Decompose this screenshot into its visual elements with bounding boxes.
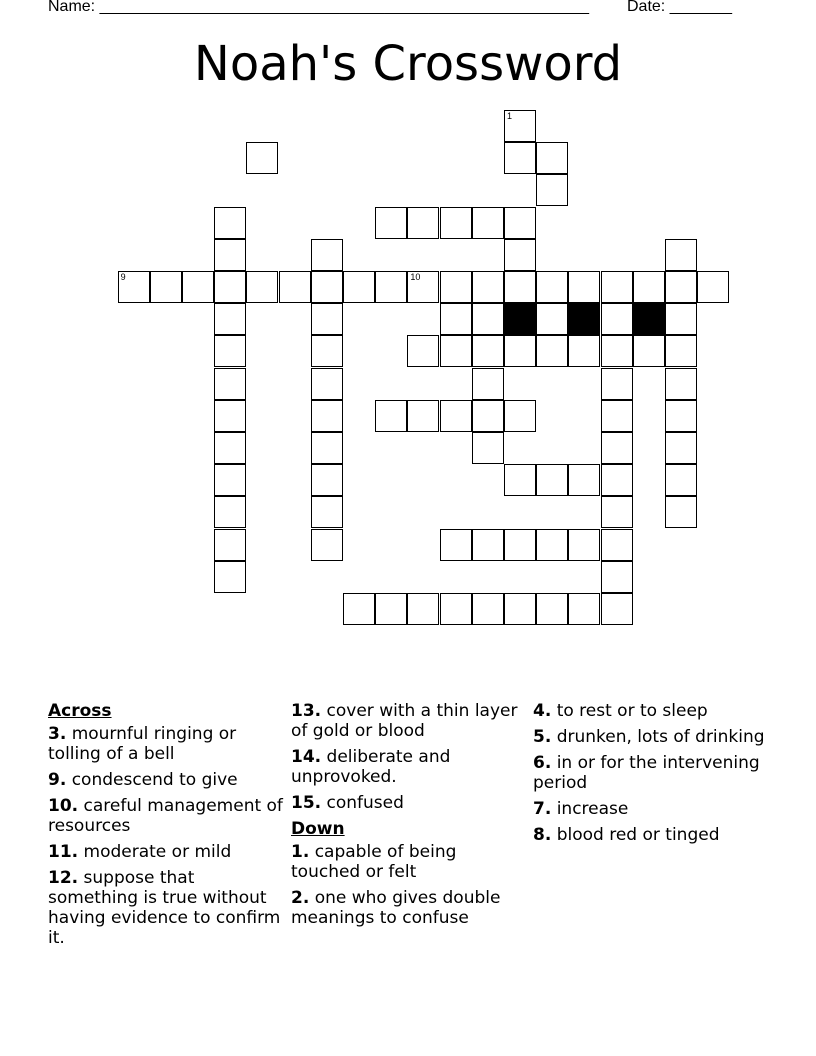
grid-cell[interactable] — [665, 496, 697, 528]
grid-cell[interactable] — [601, 496, 633, 528]
grid-cell[interactable] — [214, 561, 246, 593]
across-clue — [291, 793, 527, 813]
clue-number-label: 8. — [533, 825, 552, 845]
grid-cell[interactable] — [214, 464, 246, 496]
grid-cell[interactable] — [214, 368, 246, 400]
clue-number-label: 5. — [533, 727, 552, 747]
grid-cell[interactable] — [343, 593, 375, 625]
grid-cell[interactable] — [665, 368, 697, 400]
clue-text: blood red or tinged — [551, 825, 720, 845]
down-clue — [533, 825, 769, 845]
clue-text: capable of being touched or felt — [291, 842, 457, 882]
clue-text: confused — [321, 793, 404, 813]
clue-number-label: 1. — [291, 842, 310, 862]
across-clue-list-continued — [291, 701, 527, 813]
grid-cell[interactable] — [665, 271, 697, 303]
grid-cell[interactable] — [311, 368, 343, 400]
grid-cell[interactable] — [472, 593, 504, 625]
clue-number: 10 — [410, 272, 421, 282]
grid-cell[interactable] — [118, 271, 150, 303]
grid-cell[interactable] — [665, 464, 697, 496]
grid-cell[interactable] — [440, 335, 472, 367]
grid-cell[interactable] — [407, 593, 439, 625]
grid-cell[interactable] — [536, 464, 568, 496]
grid-cell[interactable] — [601, 561, 633, 593]
grid-cell[interactable] — [279, 271, 311, 303]
grid-cell[interactable] — [472, 368, 504, 400]
black-cell — [504, 303, 536, 335]
grid-cell[interactable] — [311, 271, 343, 303]
grid-cell[interactable] — [375, 271, 407, 303]
across-heading: Across — [48, 701, 112, 721]
grid-cell[interactable] — [504, 593, 536, 625]
grid-cell[interactable] — [504, 400, 536, 432]
down-clue — [533, 753, 769, 793]
grid-cell[interactable] — [665, 400, 697, 432]
grid-cell[interactable] — [504, 239, 536, 271]
grid-cell[interactable] — [601, 529, 633, 561]
page-title: Noah's Crossword — [193, 36, 623, 92]
grid-cell[interactable] — [601, 432, 633, 464]
grid-cell[interactable] — [601, 464, 633, 496]
grid-cell[interactable] — [601, 593, 633, 625]
grid-cell[interactable] — [343, 271, 375, 303]
clue-number: 9 — [120, 272, 126, 282]
grid-cell[interactable] — [246, 271, 278, 303]
down-clue-list-continued — [533, 701, 769, 845]
grid-cell[interactable] — [536, 271, 568, 303]
across-clue — [291, 701, 527, 741]
grid-cell[interactable] — [601, 400, 633, 432]
clue-number-label: 2. — [291, 888, 310, 908]
grid-cell[interactable] — [375, 400, 407, 432]
grid-cell[interactable] — [407, 207, 439, 239]
grid-cell[interactable] — [536, 303, 568, 335]
down-clue — [533, 701, 769, 721]
grid-cell[interactable] — [214, 529, 246, 561]
clue-number-label: 14. — [291, 747, 322, 767]
clue-text: deliberate and unprovoked. — [291, 747, 451, 787]
grid-cell[interactable] — [407, 335, 439, 367]
clue-text: increase — [551, 799, 629, 819]
grid-cell[interactable] — [311, 303, 343, 335]
grid-cell[interactable] — [504, 335, 536, 367]
across-clue-list — [48, 724, 284, 948]
grid-cell[interactable] — [568, 529, 600, 561]
grid-cell[interactable] — [182, 271, 214, 303]
grid-cell[interactable] — [375, 207, 407, 239]
grid-cell[interactable] — [311, 400, 343, 432]
across-clue — [48, 796, 284, 836]
grid-cell[interactable] — [665, 432, 697, 464]
clue-text: one who gives double meanings to confuse — [291, 888, 501, 928]
grid-cell[interactable] — [440, 271, 472, 303]
grid-cell[interactable] — [665, 303, 697, 335]
grid-cell[interactable] — [214, 335, 246, 367]
name-field-label[interactable]: Name: _______________________________________________________ — [48, 0, 589, 15]
grid-cell[interactable] — [633, 271, 665, 303]
grid-cell[interactable] — [214, 239, 246, 271]
grid-cell[interactable] — [472, 207, 504, 239]
grid-cell[interactable] — [504, 110, 536, 142]
grid-cell[interactable] — [665, 239, 697, 271]
grid-cell[interactable] — [568, 335, 600, 367]
grid-cell[interactable] — [407, 271, 439, 303]
clue-number-label: 11. — [48, 842, 79, 862]
grid-cell[interactable] — [633, 335, 665, 367]
clue-number-label: 13. — [291, 701, 322, 721]
grid-cell[interactable] — [246, 142, 278, 174]
clue-text: cover with a thin layer of gold or blood — [291, 701, 518, 741]
grid-cell[interactable] — [601, 368, 633, 400]
grid-cell[interactable] — [440, 303, 472, 335]
down-clue — [533, 799, 769, 819]
grid-cell[interactable] — [311, 432, 343, 464]
grid-cell[interactable] — [214, 303, 246, 335]
grid-cell[interactable] — [311, 239, 343, 271]
clue-text: suppose that something is true without having evidence to confirm it. — [48, 868, 281, 948]
black-cell — [568, 303, 600, 335]
grid-cell[interactable] — [150, 271, 182, 303]
clue-number-label: 15. — [291, 793, 322, 813]
grid-cell[interactable] — [214, 400, 246, 432]
grid-cell[interactable] — [504, 142, 536, 174]
grid-cell[interactable] — [311, 335, 343, 367]
down-clue-list — [291, 842, 527, 928]
clue-column-3 — [533, 701, 769, 851]
clue-text: condescend to give — [66, 770, 238, 790]
grid-cell[interactable] — [504, 464, 536, 496]
clue-number-label: 6. — [533, 753, 552, 773]
grid-cell[interactable] — [568, 271, 600, 303]
grid-cell[interactable] — [472, 303, 504, 335]
grid-cell[interactable] — [665, 335, 697, 367]
grid-cell[interactable] — [214, 432, 246, 464]
grid-cell[interactable] — [214, 271, 246, 303]
clue-number-label: 7. — [533, 799, 552, 819]
clue-number: 1 — [507, 111, 513, 121]
clue-text: careful management of resources — [48, 796, 283, 836]
grid-cell[interactable] — [601, 303, 633, 335]
down-clue — [291, 888, 527, 928]
grid-cell[interactable] — [440, 593, 472, 625]
clue-text: to rest or to sleep — [551, 701, 708, 721]
grid-cell[interactable] — [536, 142, 568, 174]
across-clue — [48, 868, 284, 948]
grid-cell[interactable] — [601, 335, 633, 367]
across-clue — [291, 747, 527, 787]
grid-cell[interactable] — [536, 335, 568, 367]
grid-cell[interactable] — [311, 464, 343, 496]
grid-cell[interactable] — [504, 529, 536, 561]
date-field-label[interactable]: Date: _______ — [627, 0, 732, 15]
clue-number-label: 9. — [48, 770, 67, 790]
clue-text: mournful ringing or tolling of a bell — [48, 724, 237, 764]
grid-cell[interactable] — [504, 207, 536, 239]
across-clue — [48, 842, 284, 862]
clue-text: drunken, lots of drinking — [551, 727, 765, 747]
grid-cell[interactable] — [375, 593, 407, 625]
grid-cell[interactable] — [601, 271, 633, 303]
grid-cell[interactable] — [440, 529, 472, 561]
grid-cell[interactable] — [472, 335, 504, 367]
clue-column-1 — [48, 701, 284, 954]
clue-number-label: 12. — [48, 868, 79, 888]
down-heading: Down — [291, 819, 345, 839]
grid-cell[interactable] — [568, 464, 600, 496]
across-clue — [48, 770, 284, 790]
grid-cell[interactable] — [568, 593, 600, 625]
clue-text: in or for the intervening period — [533, 753, 760, 793]
down-clue — [533, 727, 769, 747]
grid-cell[interactable] — [472, 400, 504, 432]
grid-cell[interactable] — [440, 400, 472, 432]
grid-cell[interactable] — [311, 529, 343, 561]
black-cell — [633, 303, 665, 335]
grid-cell[interactable] — [536, 529, 568, 561]
clue-text: moderate or mild — [78, 842, 232, 862]
across-clue — [48, 724, 284, 764]
clue-number-label: 10. — [48, 796, 79, 816]
clue-number-label: 4. — [533, 701, 552, 721]
grid-cell[interactable] — [697, 271, 729, 303]
grid-cell[interactable] — [214, 496, 246, 528]
grid-cell[interactable] — [311, 496, 343, 528]
grid-cell[interactable] — [472, 271, 504, 303]
grid-cell[interactable] — [504, 271, 536, 303]
clue-number-label: 3. — [48, 724, 67, 744]
grid-cell[interactable] — [472, 529, 504, 561]
grid-cell[interactable] — [440, 207, 472, 239]
grid-cell[interactable] — [472, 432, 504, 464]
clue-column-2 — [291, 701, 527, 934]
grid-cell[interactable] — [407, 400, 439, 432]
down-clue — [291, 842, 527, 882]
grid-cell[interactable] — [214, 207, 246, 239]
grid-cell[interactable] — [536, 174, 568, 206]
grid-cell[interactable] — [536, 593, 568, 625]
